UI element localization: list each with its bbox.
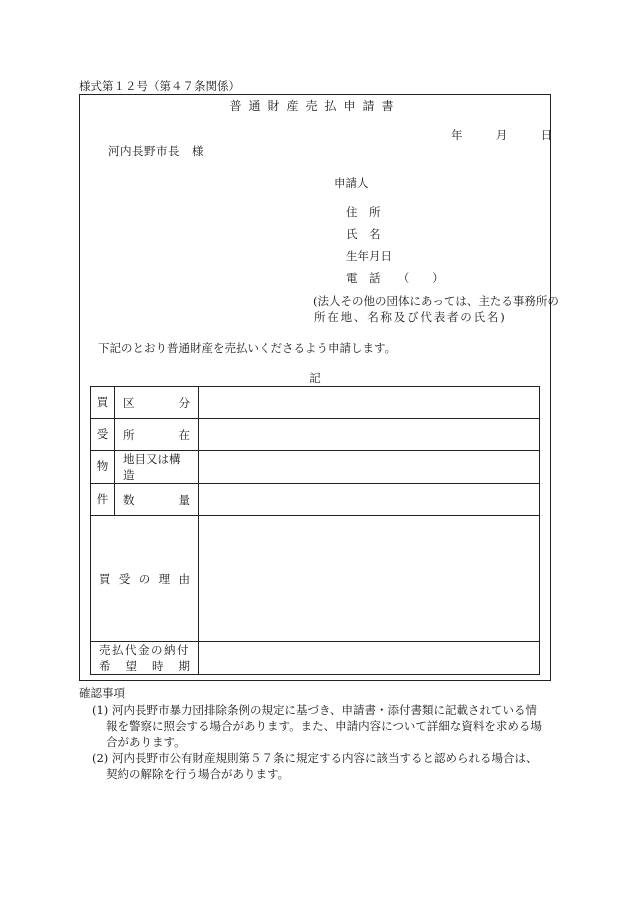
applicant-address-label: 住 所 <box>346 205 381 219</box>
recipient: 河内長野市長 様 <box>108 144 204 158</box>
form-title: 普通財産売払申請書 <box>229 99 401 113</box>
group-char-1: 買 <box>91 387 115 419</box>
confirmation-item-2 <box>92 750 537 766</box>
date-year: 年 <box>451 128 463 142</box>
group-char-2: 受 <box>91 419 115 451</box>
label-reason: 買 受 の 理 由 <box>91 516 199 642</box>
detail-table <box>90 386 540 675</box>
confirmation-item-1 <box>92 702 537 718</box>
group-char-4: 件 <box>91 484 115 516</box>
item-2-line-2: 契約の解除を行う場合があります。 <box>106 767 290 781</box>
applicant-birthdate-label: 生年月日 <box>346 249 392 263</box>
label-shozai: 所 在 <box>115 419 199 451</box>
request-text: 下記のとおり普通財産を売払いくださるよう申請します。 <box>98 341 397 355</box>
applicant-phone-label: 電 話 （ ） <box>346 271 444 285</box>
confirmation-heading: 確認事項 <box>79 686 125 700</box>
corporate-note-line-2: 所在地、名称及び代表者の氏名) <box>314 310 507 324</box>
date-day: 日 <box>540 128 553 142</box>
form-code: 様式第１２号（第４７条関係） <box>79 79 240 93</box>
ki-heading: 記 <box>309 371 321 385</box>
label-suryo: 数 量 <box>115 484 199 516</box>
value-payment[interactable] <box>199 642 540 675</box>
value-kubun[interactable] <box>199 387 540 419</box>
date-month: 月 <box>495 128 508 142</box>
item-1-line-3: 合があります。 <box>106 735 186 749</box>
item-1-line-2: 報を警察に照会する場合があります。また、申請内容について詳細な資料を求める場 <box>106 719 542 733</box>
corporate-note-line-1: (法人その他の団体にあっては、主たる事務所の <box>313 294 559 308</box>
group-char-3: 物 <box>91 451 115 484</box>
label-payment-line-2: 希 望 時 期 <box>99 659 190 673</box>
item-1-line-1: 河内長野市暴力団排除条例の規定に基づき、申請書・添付書類に記載されている情 <box>111 703 537 717</box>
value-reason[interactable] <box>199 516 540 642</box>
date-row <box>451 127 552 143</box>
value-chimoku[interactable] <box>199 451 540 484</box>
item-2-line-1: 河内長野市公有財産規則第５７条に規定する内容に該当すると認められる場合は、 <box>111 751 538 765</box>
label-chimoku: 地目又は構造 <box>115 451 199 484</box>
value-shozai[interactable] <box>199 419 540 451</box>
label-kubun: 区 分 <box>115 387 199 419</box>
item-2-number: (2) <box>92 751 109 765</box>
applicant-heading: 申請人 <box>334 176 369 190</box>
value-suryo[interactable] <box>199 484 540 516</box>
item-1-number: (1) <box>92 703 109 717</box>
label-payment <box>91 642 199 675</box>
applicant-name-label: 氏 名 <box>346 227 381 241</box>
label-payment-line-1: 売払代金の納付 <box>99 643 190 657</box>
